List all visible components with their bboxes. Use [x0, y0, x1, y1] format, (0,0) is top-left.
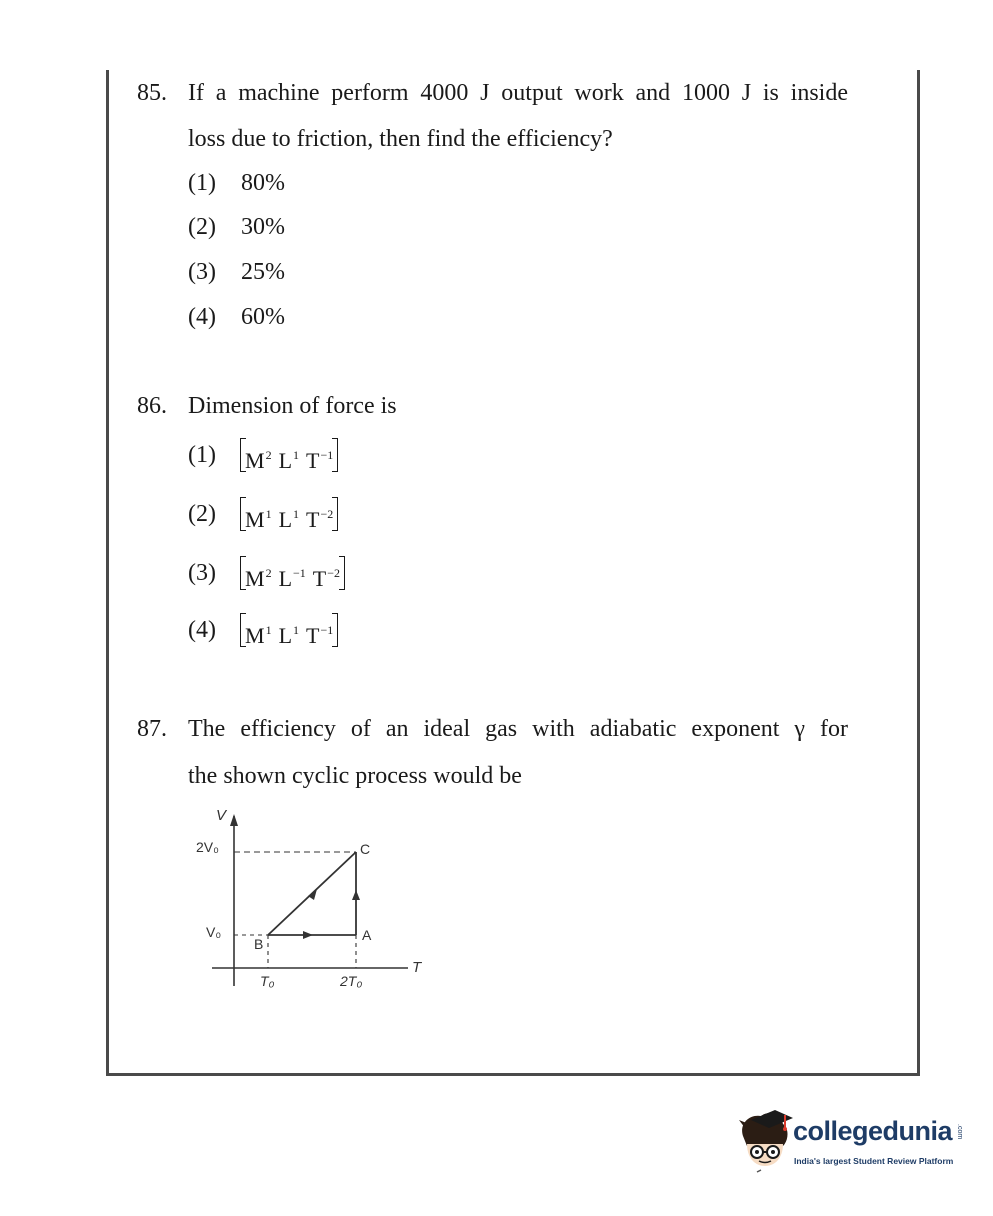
point-c-label: C: [360, 841, 371, 857]
option-1-dimension: $M^2$ $L^1$ $T^{-1}$: [240, 438, 338, 474]
brand-name: collegedunia: [793, 1116, 953, 1146]
option-3: (3) 25%: [188, 259, 285, 285]
option-4: (4) 60%: [188, 304, 285, 330]
question-number: 87.: [137, 716, 167, 742]
point-b-label: B: [254, 936, 264, 952]
tick-2v0: 2V₀: [196, 839, 219, 855]
arrow-c-to-b: [308, 889, 317, 900]
collegedunia-logo: [735, 1106, 965, 1176]
option-3-dimension: $M^2$ $L^{-1}$ $T^{-2}$: [240, 556, 345, 592]
arrow-b-to-a: [303, 931, 313, 939]
question-text: The efficiency of an ideal gas with adiabatic exponent γ for: [188, 716, 848, 742]
option-2: (2) 30%: [188, 214, 285, 240]
brand-tagline: India's largest Student Review Platform: [794, 1156, 954, 1166]
question-text: Dimension of force is: [188, 393, 397, 419]
option-2-label: (2): [188, 501, 216, 527]
option-4-label: (4): [188, 617, 216, 643]
tick-v0: V₀: [206, 924, 222, 940]
vt-cycle-diagram: [190, 800, 435, 1000]
mascot-icon: [735, 1106, 795, 1176]
question-text: the shown cyclic process would be: [188, 763, 522, 789]
point-a-label: A: [362, 927, 372, 943]
t-axis-label: T: [412, 959, 422, 976]
option-1-label: (1): [188, 442, 216, 468]
question-number: 85.: [137, 80, 167, 106]
v-axis-arrow: [230, 814, 238, 826]
question-text: loss due to friction, then find the efficiency?: [188, 126, 613, 152]
arrow-a-to-c: [352, 890, 360, 900]
question-number: 86.: [137, 393, 167, 419]
brand-domain: .com: [956, 1124, 963, 1140]
option-3-label: (3): [188, 560, 216, 586]
v-axis-label: V: [216, 807, 227, 824]
question-text: If a machine perform 4000 J output work and 1000 J is inside: [188, 80, 848, 106]
option-1: (1) 80%: [188, 170, 285, 196]
tick-t0: T₀: [260, 973, 275, 989]
tick-2t0: 2T₀: [340, 973, 363, 989]
option-4-dimension: $M^1$ $L^1$ $T^{-1}$: [240, 613, 338, 649]
option-2-dimension: $M^1$ $L^1$ $T^{-2}$: [240, 497, 338, 533]
